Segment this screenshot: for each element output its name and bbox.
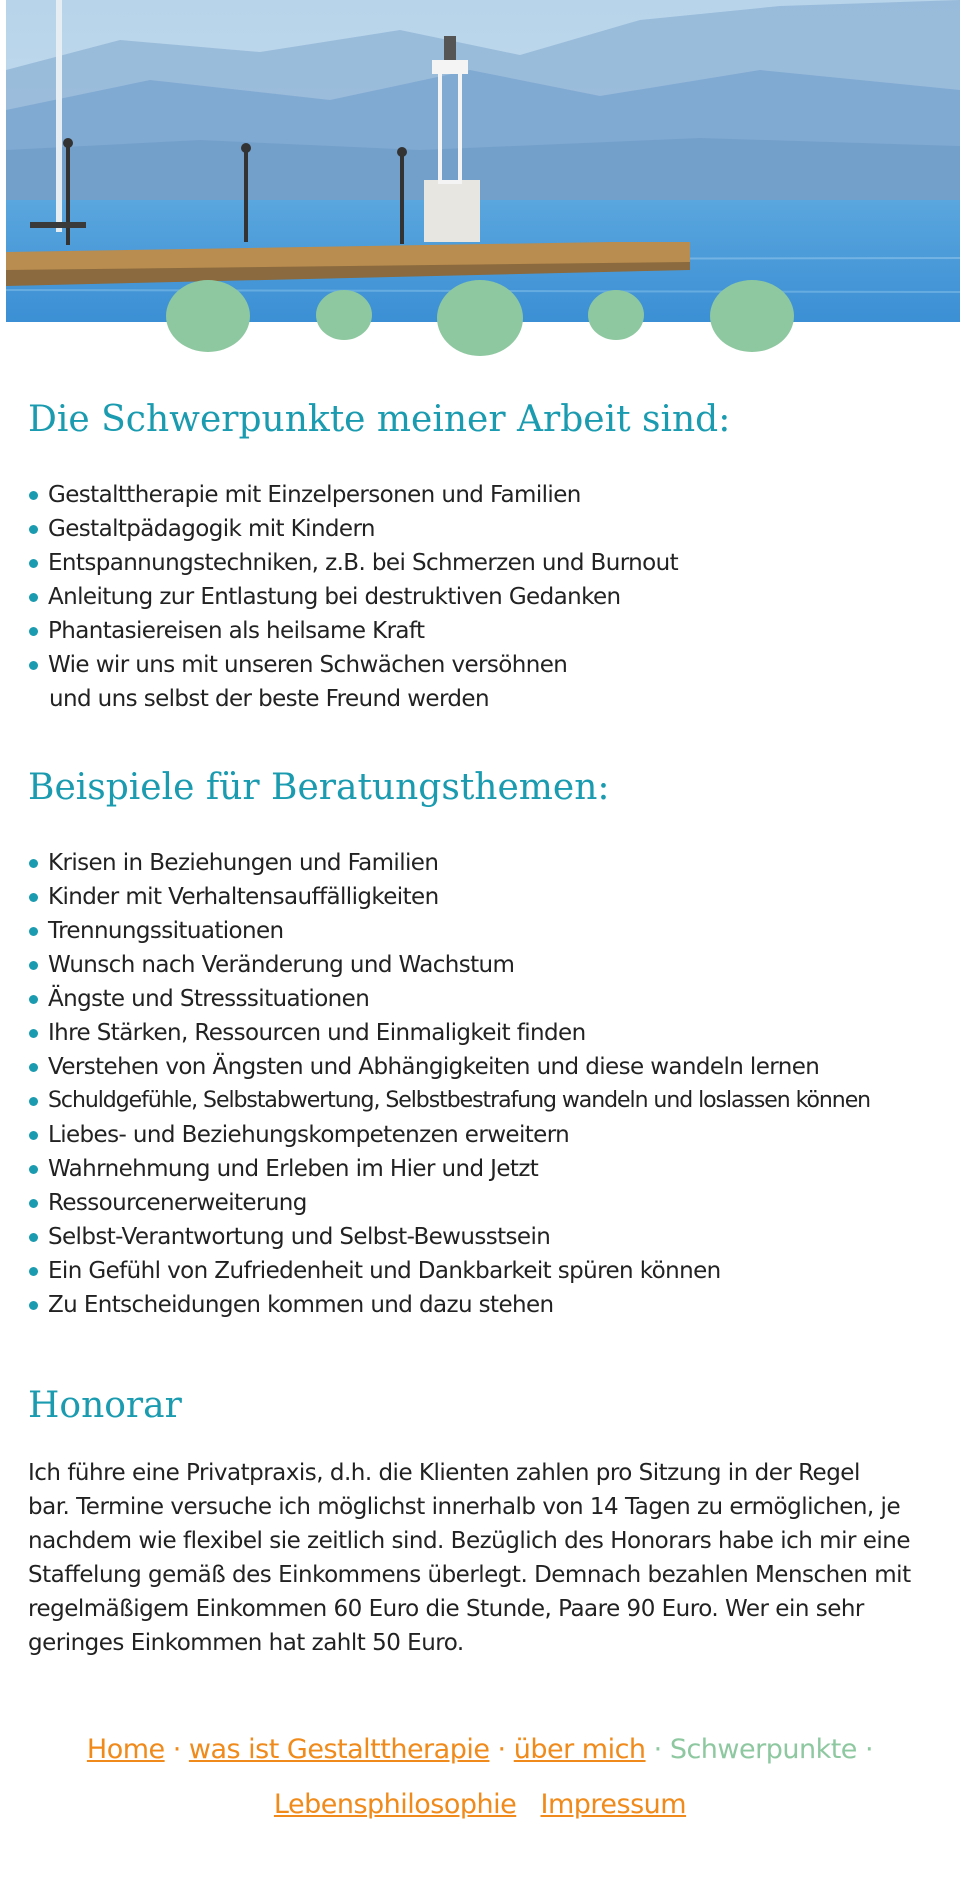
bullet-icon xyxy=(29,1233,38,1242)
decor-circle xyxy=(437,280,523,356)
bullet-icon xyxy=(29,859,38,868)
bullet-icon xyxy=(29,491,38,500)
fees-paragraph: Ich führe eine Privatpraxis, d.h. die Klienten zahlen pro Sitzung in der Regel bar. Termine versuche ich möglichst innerhalb von 14 Tagen zu ermöglichen, je nachdem wie flexibel sie zeitlich sind. Bezüglich des Honorars habe ich mir eine Staffelung gemäß des Einkommens überlegt. Demnach bezahlen Menschen mit regelmäßigem Einkommen 60 Euro die Stunde, Paare 90 Euro. Wer ein sehr geringes Einkommen hat zahlt 50 Euro. xyxy=(28,1460,911,1656)
list-item: Ein Gefühl von Zufriedenheit und Dankbarkeit spüren können xyxy=(28,1254,950,1288)
footer-link-home[interactable]: Home xyxy=(86,1734,165,1765)
decor-circle xyxy=(710,280,794,352)
bullet-icon xyxy=(29,593,38,602)
bullet-icon xyxy=(29,1131,38,1140)
list-item: Phantasiereisen als heilsame Kraft xyxy=(28,614,950,648)
list-item: Verstehen von Ängsten und Abhängigkeiten und diese wandeln lernen xyxy=(28,1050,950,1084)
list-item: Entspannungstechniken, z.B. bei Schmerzen und Burnout xyxy=(28,546,950,580)
list-item: Wahrnehmung und Erleben im Hier und Jetzt xyxy=(28,1152,950,1186)
footer-link-philosophy[interactable]: Lebensphilosophie xyxy=(273,1789,517,1820)
bullet-icon xyxy=(29,1097,38,1106)
decor-circle xyxy=(588,290,644,340)
list-item: Kinder mit Verhaltensauffälligkeiten xyxy=(28,880,950,914)
bullet-icon xyxy=(29,1029,38,1038)
bullet-icon xyxy=(29,525,38,534)
list-item: Zu Entscheidungen kommen und dazu stehen xyxy=(28,1288,950,1322)
bullet-icon xyxy=(29,927,38,936)
list-item: Wie wir uns mit unseren Schwächen versöhnen und uns selbst der beste Freund werden xyxy=(28,648,950,716)
decor-circle xyxy=(316,290,372,340)
list-item: Trennungssituationen xyxy=(28,914,950,948)
footer-separator: · xyxy=(865,1734,874,1765)
bullet-icon xyxy=(29,1267,38,1276)
footer-nav xyxy=(0,1722,960,1832)
bullet-icon xyxy=(29,1301,38,1310)
footer-separator: · xyxy=(653,1734,662,1765)
list-item: Gestaltpädagogik mit Kindern xyxy=(28,512,950,546)
list-item: Gestalttherapie mit Einzelpersonen und Familien xyxy=(28,478,950,512)
bullet-icon xyxy=(29,995,38,1004)
bullet-icon xyxy=(29,1063,38,1072)
footer-separator: · xyxy=(172,1734,181,1765)
list-item: Ressourcenerweiterung xyxy=(28,1186,950,1220)
bullet-icon xyxy=(29,661,38,670)
section-title-focus: Die Schwerpunkte meiner Arbeit sind: xyxy=(28,399,731,440)
bullet-icon xyxy=(29,1199,38,1208)
main-content xyxy=(0,360,960,1660)
list-item: Schuldgefühle, Selbstabwertung, Selbstbestrafung wandeln und loslassen können xyxy=(28,1084,950,1118)
footer-link-gestalt[interactable]: was ist Gestalttherapie xyxy=(188,1734,490,1765)
decor-circle xyxy=(166,280,250,352)
bullet-icon xyxy=(29,559,38,568)
harbor-lighthouse-photo xyxy=(0,0,960,360)
list-item: Ängste und Stresssituationen xyxy=(28,982,950,1016)
list-item: Wunsch nach Veränderung und Wachstum xyxy=(28,948,950,982)
list-item: Krisen in Beziehungen und Familien xyxy=(28,846,950,880)
bullet-icon xyxy=(29,961,38,970)
bullet-icon xyxy=(29,1165,38,1174)
bullet-icon xyxy=(29,893,38,902)
footer-link-imprint[interactable]: Impressum xyxy=(540,1789,687,1820)
section-title-fees: Honorar xyxy=(28,1385,182,1426)
footer-link-about[interactable]: über mich xyxy=(513,1734,646,1765)
hero-banner xyxy=(0,0,960,360)
section-title-topics: Beispiele für Beratungsthemen: xyxy=(28,767,610,808)
list-item: Anleitung zur Entlastung bei destruktiven Gedanken xyxy=(28,580,950,614)
topics-list xyxy=(28,846,950,1322)
footer-link-focus-active[interactable]: Schwerpunkte xyxy=(669,1734,857,1765)
bullet-icon xyxy=(29,627,38,636)
list-item-continuation: und uns selbst der beste Freund werden xyxy=(49,686,489,712)
list-item: Liebes- und Beziehungskompetenzen erweitern xyxy=(28,1118,950,1152)
list-item: Selbst-Verantwortung und Selbst-Bewusstsein xyxy=(28,1220,950,1254)
focus-list xyxy=(28,478,950,716)
footer-separator: · xyxy=(497,1734,506,1765)
list-item: Ihre Stärken, Ressourcen und Einmaligkeit finden xyxy=(28,1016,950,1050)
